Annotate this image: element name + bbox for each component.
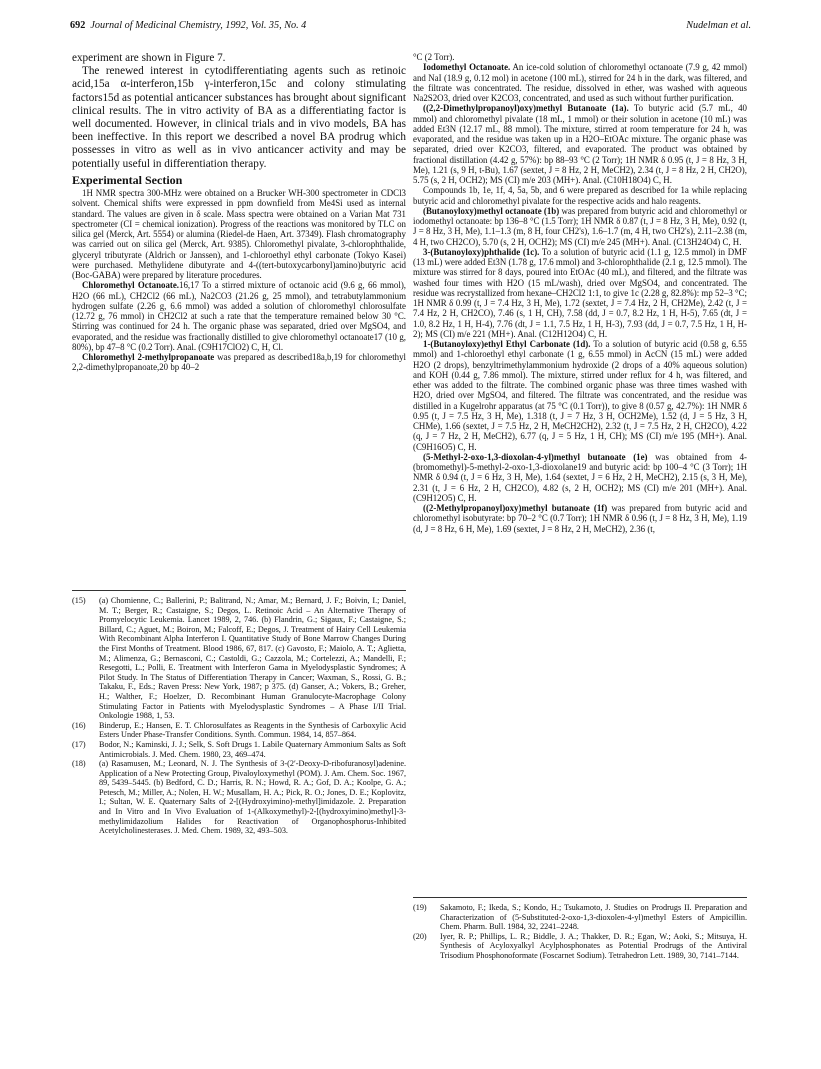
methods-paragraph (413, 339, 747, 452)
page-number: 692 (70, 20, 86, 31)
reference-item (72, 721, 406, 740)
references-left (72, 596, 406, 836)
reference-number: (15) (72, 596, 86, 605)
reference-item (413, 903, 747, 932)
left-column (72, 52, 406, 373)
paragraph-heading: (5-Methyl-2-oxo-1,3-dioxolan-4-yl)methyl butanoate (1e) (423, 451, 648, 462)
paragraph-heading: Chloromethyl 2-methylpropanoate (82, 352, 215, 363)
paragraph-text: Compounds 1b, 1e, 1f, 4, 5a, 5b, and 6 were prepared as described for 1a while replacing butyric acid and chloromethyl pivalate for the respective acids and halo reagents. (413, 185, 747, 206)
paragraph-text: °C (2 Torr). (413, 52, 455, 62)
paragraph-text: To butyric acid (5.7 mL, 40 mmol) and chloromethyl pivalate (18 mL, 1 mmol) or their solution in acetone (10 mL) was added Et3N (12.17 mL, 88 mmol). The mixture, stirred at room temperature for 24 h, was evaporated, and the residue was taken up in a H2O–EtOAc mixture. The organic phase was separated, dried over K2CO3, filtered, and evaporated. The product was obtained by fractional distillation (4.42 g, 57%): bp 88–93 °C (2 Torr); 1H NMR δ 0.95 (t, J = 8 Hz, 3 H, Me), 1.21 (s, 9 H, t-Bu), 1.67 (sextet, J = 8 Hz, 2 H, MeCH2), 2.34 (t, J = 8 Hz, 2 H, CH2O), 5.75 (s, 2 H, OCH2); MS (CI) m/e 203 (MH+). Anal. (C10H18O4) C, H. (413, 103, 747, 185)
methods-paragraph (72, 188, 406, 280)
methods-paragraph (413, 62, 747, 103)
running-header-authors: Nudelman et al. (686, 20, 751, 31)
methods-paragraph (413, 52, 747, 62)
reference-text: (a) Rasamusen, M.; Leonard, N. J. The Synthesis of 3-(2′-Deoxy-D-ribofuranosyl)adenine. Application of a New Protecting Group, Pivaloyloxymethyl (POM). J. Am. Chem. Soc. 1967, 89, 5439–5445. (b) Bedford, C. D.; Harris, R. N.; Howd, R. A.; Gof, D. A.; Koolpe, G. A.; Petesch, M.; Miller, A.; Nolen, H. W.; Musallam, H. A.; Pick, R. O.; Jones, D. E.; Koplovitz, I.; Sultan, W. E. Quaternary Salts of 2-[(Hydroxyimino)-methyl]imidazole. 2. Preparation and In Vitro and In Vivo Evaluation of 1-(Alkoxymethyl)-2-[(hydroxyimino)methyl]-3-methylimidazolium Halides for Reactivation of Organophosphorus-Inhibited Acetylcholinesterases. J. Med. Chem. 1989, 32, 493–503. (99, 759, 406, 836)
paragraph-heading: Iodomethyl Octanoate. (423, 62, 511, 73)
section-title: Experimental Section (72, 172, 183, 187)
paragraph-heading: (Butanoyloxy)methyl octanoate (1b) (423, 205, 560, 216)
reference-text: (a) Chomienne, C.; Ballerini, P.; Balitrand, N.; Amar, M.; Bernard, J. F.; Boivin, I.; Daniel, M. T.; Berger, R.; Castaigne, S.; Degos, L. Retinoic Acid – An Alternative Therapy of Promyelocytic Leukemia. Lancet 1989, 2, 746. (b) Flandrin, G.; Sigaux, F.; Castaigne, S.; Billard, C.; Aguet, M.; Boiron, M.; Falcoff, E.; Degos, J. Treatment of Hairy Cell Leukemia With Recombinant Alpha Interferon I. Quantitative Study of Bone Marrow Changes During the First Months of Treatment. Blood 1986, 67, 817. (c) Gavosto, F.; Maiolo, A. T.; Aglietta, M.; Alimenza, G.; Bernasconi, C.; Castoldi, G.; Cazzola, M.; Cortelezzi, A.; Mandelli, F.; Resegotti, L.; Polli, E. Treatment with Interferon Gama in Myelodysplastic Syndromes; A Pilot Study. In The Status of Differentiation Therapy in Cancer; Waxman, S., Rossi, G. B.; Takaku, F., Eds.; Raven Press: New York, 1987; p 375. (d) Ganser, A.; Vokers, B.; Greher, H.; Walther, F.; Hoelzer, D. Recombinant Human Granulocyte-Macrophage Colony Stimulating Factor in Patients with Myelodysplastic Syndromes – A Phase I/II Trial. Onkologie 1988, 1, 53. (99, 596, 406, 721)
paragraph-text: An ice-cold solution of chloromethyl octanoate (7.9 g, 42 mmol) and NaI (18.9 g, 0.12 mol) in acetone (100 mL), stirred for 24 h in the dark, was filtered, and the filtrate was concentrated. The residue, dissolved in ether, was washed with aqueous Na2S2O3, dried over K2CO3, concentrated, and used as such without further purification. (413, 62, 747, 103)
discussion-block (72, 52, 406, 171)
reference-text: Binderup, E.; Hansen, E. T. Chlorosulfates as Reagents in the Synthesis of Carboxylic Acid Esters Under Phase-Transfer Conditions. Synth. Commun. 1984, 14, 857–864. (99, 720, 406, 740)
discussion-line: experiment are shown in Figure 7. (72, 52, 226, 64)
methods-paragraph (413, 185, 747, 206)
reference-number: (20) (413, 931, 427, 941)
paragraph-text: was prepared from butyric acid and chloromethyl isobutyrate: bp 70–2 °C (0.7 Torr); 1H NMR δ 0.96 (t, J = 8 Hz, 3 H, Me), 1.19 (d, J = 8 Hz, 6 H, Me), 1.69 (sextet, J = 8 Hz, 2 H, MeCH2), 2.36 (t, (413, 503, 747, 534)
reference-item (72, 596, 406, 721)
running-header-left (70, 20, 306, 31)
reference-number: (19) (413, 903, 427, 912)
methods-paragraph (413, 503, 747, 534)
paragraph-text: 16,17 To a stirred mixture of octanoic acid (9.6 g, 66 mmol), H2O (66 mL), CH2Cl2 (66 mL), Na2CO3 (21.26 g, 25 mmol), and tetrabutylammonium hydrogen sulfate (2.26 g, 6.6 mmol) was added a solution of chloromethyl chlorosulfate (12.72 g, 76 mmol) in CH2Cl2 at such a rate that the temperature remained below 30 °C. Stirring was continued for 24 h. The organic phase was separated, dried over MgSO4, and evaporated, and the residue was fractionally distilled to give chloromethyl octanoate17 (10 g, 80%), bp 47–8 °C (0.2 Torr). Anal. (C9H17ClO2) C, H, Cl. (72, 280, 406, 352)
methods-paragraph (413, 206, 747, 247)
discussion-paragraph: The renewed interest in cytodifferentiating agents such as retinoic acid,15a α-interferon,15b γ-interferon,15c and colony stimulating factors15d as potential anticancer substances has brought about significant clinical results. The in vitro activity of BA as a differentiating factor is well documented. However, in clinical trials and in vivo models, BA has been ineffective. In this report we described a novel BA prodrug which possesses in vitro as well as in vivo anticancer activity and may be potentially useful in differentiation therapy. (72, 65, 406, 170)
paragraph-text: 1H NMR spectra 300-MHz were obtained on a Brucker WH-300 spectrometer in CDCl3 solvent. Chemical shifts were expressed in ppm downfield from Me4Si used as internal standard. The values are given in δ scale. Mass spectra were obtained on a Varian Mat 731 spectrometer (CI = chemical ionization). Progress of the reactions was monitored by TLC on silica gel (Merck, Art. 5554) or alumina (Riedel-de Haen, Art. 37349). Flash chromatography was carried out on silica gel (Merck, Art. 9385). Chloromethyl pivalate, 3-chlorophthalide, glyceryl tributyrate (Aldrich or Janssen), and 1-chloroethyl ethyl carbonate (Tokyo Kasei) were purchased. Methylidene dibutyrate and 4-((tert-butoxycarbonyl)amino)butyric acid (Boc-GABA) were prepared by literature procedures. (72, 188, 406, 281)
reference-number: (18) (72, 759, 86, 769)
paragraph-text: was prepared from butyric acid and chloromethyl or iodomethyl octanoate: bp 136–8 °C (1.5 Torr); 1H NMR δ 0.87 (t, J = 8 Hz, 3 H, Me), 0.92 (t, J = 8 Hz, 3 H, Me), 1.1–1.3 (m, 8 H, four CH2's), 1.6–1.7 (m, 4 H, two CH2's), 2.11–2.38 (m, 4 H, two CH2CO), 5.70 (s, 2 H, OCH2); MS (CI) m/e 245 (MH+). Anal. (C13H24O4) C, H. (413, 205, 747, 247)
methods-paragraph (72, 280, 406, 352)
footnote-divider (72, 590, 406, 591)
paragraph-text: To a solution of butyric acid (0.58 g, 6.55 mmol) and 1-chloroethyl ethyl carbonate (1 g, 6.55 mmol) in AcCN (15 mL) were added H2O (2 drops), benzyltrimethylammonium hydroxide (2 drops of a 40% aqueous solution) and KOH (0.44 g, 7.86 mmol). The mixture, stirred under reflux for 4 h, was filtered, and ether was added to the filtrate. The combined organic phase was three times washed with H2O, dried over MgSO4, and filtered. The filtrate was concentrated, and the residue was distilled in a Kugelrohr apparatus (at 75 °C (0.1 Torr)), to give 8 (0.57 g, 42.7%): 1H NMR δ 0.95 (t, J = 7.5 Hz, 3 H, Me), 1.318 (t, J = 7 Hz, 3 H, OCH2Me), 1.52 (d, J = 5 Hz, 3 H, CHMe), 1.66 (sextet, J = 7.5 Hz, 2 H, MeCH2CH2), 2.32 (t, J = 7.5 Hz, 2 H, CH2CO), 4.22 (q, J = 7 Hz, 2 H, MeCH2), 6.77 (q, J = 5 Hz, 1 H, CH); MS (CI) m/e 195 (MH+). Anal. (C9H16O5) C, H. (413, 339, 747, 452)
footnote-divider (413, 897, 747, 898)
reference-number: (16) (72, 720, 86, 730)
paragraph-text: was prepared as described18a,b,19 for chloromethyl 2,2-dimethylpropanoate,20 bp 40–2 (72, 352, 406, 373)
methods-paragraph (413, 103, 747, 185)
paragraph-heading: Chloromethyl Octanoate. (82, 280, 180, 291)
reference-text: Sakamoto, F.; Ikeda, S.; Kondo, H.; Tsukamoto, J. Studies on Prodrugs II. Preparation and Characterization of (5-Substituted-2-oxo-1,3-dioxolen-4-yl)methyl Esters of Ampicillin. Chem. Pharm. Bull. 1984, 32, 2241–2248. (440, 903, 747, 932)
paragraph-heading: ((2,2-Dimethylpropanoyl)oxy)methyl Butanoate (1a). (423, 103, 629, 114)
paragraph-heading: ((2-Methylpropanoyl)oxy)methyl butanoate (1f) (423, 503, 608, 513)
right-column (413, 52, 747, 534)
reference-text: Bodor, N.; Kaminski, J. J.; Selk, S. Soft Drugs 1. Labile Quaternary Ammonium Salts as Soft Antimicrobials. J. Med. Chem. 1980, 23, 469–474. (99, 739, 406, 759)
journal-citation: Journal of Medicinal Chemistry, 1992, Vol. 35, No. 4 (90, 20, 307, 31)
reference-item (72, 740, 406, 759)
methods-paragraph (413, 452, 747, 503)
paragraph-text: To a solution of butyric acid (1.1 g, 12.5 mmol) in DMF (13 mL) were added Et3N (1.78 g, 17.6 mmol) and 3-chlorophthalide (2.1 g, 12.5 mmol). The mixture was stirred for 8 days, poured into EtOAc (40 mL), and filtered, and the filtrate was washed four times with H2O (15 mL/wash), dried over MgSO4, and concentrated. The residue was recrystallized from hexane–CH2Cl2 1:1, to give 1c (2.28 g, 82.8%): mp 52–3 °C; 1H NMR δ 0.99 (t, J = 7.4 Hz, 3 H, Me), 1.72 (sextet, J = 7.4 Hz, 2 H, CH2Me), 2.42 (t, J = 7.4 Hz, 2 H, CH2CO), 7.46 (s, 1 H, CH), 7.58 (dd, J = 0.7, 8.2 Hz, 1 H, H-5), 7.65 (dt, J = 1.0, 8.2 Hz, 1 H, H-4), 7.76 (dt, J = 1.1, 7.5 Hz, 1 H, H-3), 7.93 (dd, J = 0.7, 7.5 Hz, 1 H, H-2); MS (CI) m/e 221 (MH+). Anal. (C12H12O4) C, H. (413, 246, 747, 339)
reference-number: (17) (72, 739, 86, 749)
paragraph-heading: 1-(Butanoyloxy)ethyl Ethyl Carbonate (1d). (423, 339, 591, 349)
reference-text: Iyer, R. P.; Phillips, L. R.; Biddle, J. A.; Thakker, D. R.; Egan, W.; Aoki, S.; Mitsuya, H. Synthesis of Acyloxyalkyl Acylphosphonates as Potential Prodrugs of the Antiviral Trisodium Phosphonoformate (Foscarnet Sodium). Tetrahedron Lett. 1989, 30, 7141–7144. (440, 931, 747, 960)
methods-paragraph (413, 247, 747, 339)
reference-item (72, 759, 406, 836)
paragraph-text: was obtained from 4-(bromomethyl)-5-methyl-2-oxo-1,3-dioxolane19 and butyric acid: bp 100–4 °C (3 Torr); 1H NMR δ 0.94 (t, J = 6 Hz, 3 H, Me), 1.64 (sextet, J = 6 Hz, 2 H, MeCH2), 2.15 (s, 3 H, Me), 2.31 (t, J = 6 Hz, 2 H, CH2CO), 4.82 (s, 2 H, OCH2); MS (CI) m/e 201 (MH+). Anal. (C9H12O5) C, H. (413, 451, 747, 503)
reference-item (413, 932, 747, 961)
references-right (413, 903, 747, 961)
running-header (70, 20, 751, 34)
paragraph-heading: 3-(Butanoyloxy)phthalide (1c). (423, 246, 540, 257)
methods-paragraph (72, 352, 406, 373)
